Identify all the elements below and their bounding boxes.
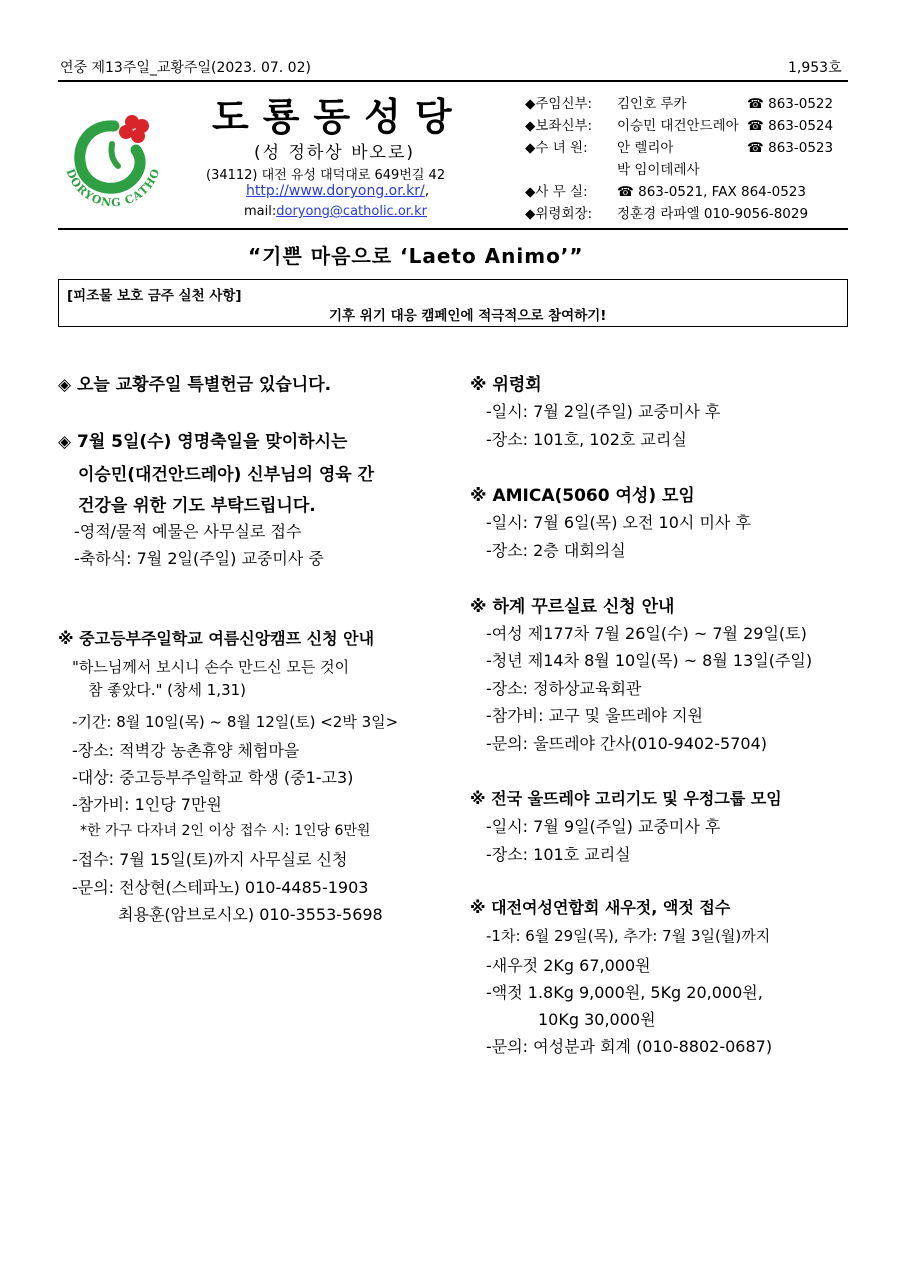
staff-row: [525, 114, 833, 134]
section-special-collection: ◈ 오늘 교황주일 특별헌금 있습니다.: [58, 375, 332, 395]
list-item: -장소: 101호, 102호 교리실: [486, 430, 687, 449]
staff-label: ◆보좌신부:: [525, 118, 593, 134]
staff-phone: ☎ 863-0523: [747, 140, 834, 156]
list-item: 10Kg 30,000원: [538, 1010, 656, 1029]
church-logo: [52, 96, 172, 226]
staff-row: [525, 202, 808, 222]
staff-phone: ☎ 863-0522: [747, 96, 834, 112]
list-item: -여성 제177차 7월 26일(수) ~ 7월 29일(토): [486, 624, 807, 643]
section-feast-title-3: 건강을 위한 기도 부탁드립니다.: [78, 496, 316, 516]
logo-emblem-icon: [52, 96, 172, 226]
logo-text: DORYONG CATHO: [63, 166, 163, 210]
staff-row: [525, 92, 833, 112]
issue-number: 1,953호: [788, 60, 842, 76]
staff-name: 정훈경 라파엘 010-9056-8029: [617, 206, 809, 222]
website-line: [246, 183, 429, 199]
church-name: 도룡동성당: [212, 95, 466, 139]
notice-title: [피조물 보호 금주 실천 사항]: [67, 288, 242, 304]
staff-row: [525, 136, 833, 156]
section-cursillo: ※ 하계 꾸르실료 신청 안내: [470, 597, 675, 617]
staff-name: 이승민 대건안드레아: [617, 118, 739, 134]
staff-label: ◆사 무 실:: [525, 184, 588, 200]
staff-label: ◆주임신부:: [525, 96, 593, 112]
list-item: -접수: 7월 15일(토)까지 사무실로 신청: [72, 850, 348, 869]
church-address: (34112) 대전 유성 대덕대로 649번길 42: [206, 168, 446, 183]
section-feast-title-2: 이승민(대건안드레아) 신부님의 영육 간: [78, 465, 375, 485]
list-item: -참가비: 교구 및 울뜨레야 지원: [486, 706, 703, 725]
list-item: -장소: 2층 대회의실: [486, 541, 626, 560]
section-camp-title: ※ 중고등부주일학교 여름신앙캠프 신청 안내: [58, 629, 375, 648]
email-label: mail:: [244, 204, 277, 219]
list-item: -장소: 101호 교리실: [486, 845, 631, 864]
scripture-quote: "하느님께서 보시니 손수 만드신 모든 것이: [72, 658, 350, 676]
bulletin-date: 연중 제13주일_교황주일(2023. 07. 02): [60, 60, 311, 76]
staff-name: 김인호 루카: [617, 96, 687, 112]
list-item: -문의: 울뜨레야 간사(010-9402-5704): [486, 734, 767, 753]
website-link[interactable]: http://www.doryong.or.kr/: [246, 183, 425, 199]
list-item: -새우젓 2Kg 67,000원: [486, 956, 651, 975]
list-item: -축하식: 7월 2일(주일) 교중미사 중: [74, 549, 324, 568]
list-item: -청년 제14차 8월 10일(목) ~ 8월 13일(주일): [486, 651, 813, 670]
list-item: -참가비: 1인당 7만원: [72, 795, 222, 814]
staff-name: 박 임이데레사: [617, 162, 700, 178]
list-item: -1차: 6월 29일(목), 추가: 7월 3일(월)까지: [486, 927, 771, 945]
scripture-quote-2: 참 좋았다." (창세 1,31): [88, 681, 247, 699]
list-item: -영적/물적 예물은 사무실로 접수: [74, 522, 302, 541]
staff-name: 안 렐리아: [617, 140, 674, 156]
notice-box: [58, 279, 848, 327]
website-suffix: ,: [424, 183, 430, 199]
section-funeral-society: ※ 위령회: [470, 375, 542, 395]
list-item: -일시: 7월 6일(목) 오전 10시 미사 후: [486, 513, 751, 532]
email-link[interactable]: doryong@catholic.or.kr: [276, 204, 427, 219]
header-rule-top: [58, 80, 848, 82]
section-feast-title: ◈ 7월 5일(수) 영명축일을 맞이하시는: [58, 432, 348, 452]
list-item: -문의: 여성분과 회계 (010-8802-0687): [486, 1037, 773, 1056]
list-item: -액젓 1.8Kg 9,000원, 5Kg 20,000원,: [486, 983, 763, 1002]
list-item: -기간: 8월 10일(목) ~ 8월 12일(토) <2박 3일>: [72, 713, 399, 731]
list-item: -장소: 정하상교육회관: [486, 679, 642, 698]
section-amica: ※ AMICA(5060 여성) 모임: [470, 486, 695, 506]
email-line: [244, 204, 427, 219]
section-salted-seafood: ※ 대전여성연합회 새우젓, 액젓 접수: [470, 898, 731, 917]
notice-text: 기후 위기 대응 캠페인에 적극적으로 참여하기!: [329, 308, 607, 324]
header-rule-bottom: [58, 228, 848, 230]
staff-label: ◆위령회장:: [525, 206, 593, 222]
list-item: -장소: 적벽강 농촌휴양 체험마을: [72, 741, 300, 760]
staff-row: [525, 180, 806, 200]
list-item: -일시: 7월 9일(주일) 교중미사 후: [486, 817, 721, 836]
list-item: -일시: 7월 2일(주일) 교중미사 후: [486, 402, 721, 421]
list-note: *한 가구 다자녀 2인 이상 접수 시: 1인당 6만원: [80, 823, 371, 839]
staff-label: ◆수 녀 원:: [525, 140, 588, 156]
patron-saint: (성 정하상 바오로): [254, 143, 416, 163]
staff-phone: ☎ 863-0524: [747, 118, 834, 134]
list-item: -대상: 중고등부주일학교 학생 (중1-고3): [72, 768, 354, 787]
staff-name: ☎ 863-0521, FAX 864-0523: [617, 184, 806, 200]
list-item: -문의: 전상현(스테파노) 010-4485-1903: [72, 878, 369, 897]
section-ultreya: ※ 전국 울뜨레야 고리기도 및 우정그룹 모임: [470, 789, 782, 808]
staff-row: [525, 158, 747, 178]
list-item: 최용훈(암브로시오) 010-3553-5698: [118, 905, 383, 924]
motto: “기쁜 마음으로 ‘Laeto Animo’”: [248, 244, 584, 268]
